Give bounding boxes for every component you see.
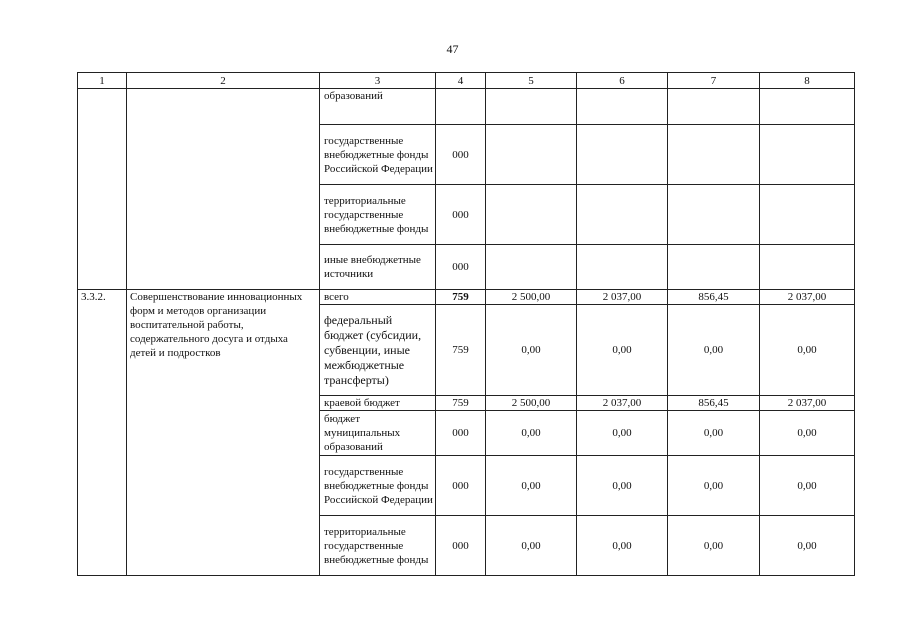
item-number: 3.3.2.: [78, 290, 127, 576]
value-cell: [668, 185, 760, 245]
source-cell: всего: [320, 290, 436, 305]
code-cell: 000: [436, 245, 486, 290]
value-cell: 856,45: [668, 290, 760, 305]
column-header-8: 8: [760, 73, 855, 89]
value-cell: 0,00: [577, 456, 668, 516]
value-cell: [668, 245, 760, 290]
value-cell: 2 037,00: [577, 290, 668, 305]
value-cell: 0,00: [486, 411, 577, 456]
value-cell: [577, 89, 668, 125]
source-cell: краевой бюджет: [320, 396, 436, 411]
code-cell: 759: [436, 396, 486, 411]
column-header-1: 1: [78, 73, 127, 89]
value-cell: 0,00: [668, 516, 760, 576]
source-cell: территориальные государственные внебюджетные фонды: [320, 516, 436, 576]
value-cell: [577, 245, 668, 290]
source-cell: бюджет муниципальных образований: [320, 411, 436, 456]
value-cell: 0,00: [760, 456, 855, 516]
value-cell: 0,00: [668, 456, 760, 516]
code-cell: 000: [436, 456, 486, 516]
item-title-cell-empty: [127, 89, 320, 290]
source-cell: государственные внебюджетные фонды Российской Федерации: [320, 456, 436, 516]
code-cell: [436, 89, 486, 125]
value-cell: 2 037,00: [760, 396, 855, 411]
value-cell: 0,00: [577, 516, 668, 576]
value-cell: 0,00: [668, 411, 760, 456]
value-cell: [486, 185, 577, 245]
item-number-cell-empty: [78, 89, 127, 290]
code-cell: 759: [436, 305, 486, 396]
value-cell: 0,00: [486, 305, 577, 396]
value-cell: 0,00: [760, 411, 855, 456]
code-cell: 759: [436, 290, 486, 305]
value-cell: [760, 245, 855, 290]
value-cell: 0,00: [577, 305, 668, 396]
value-cell: 0,00: [760, 305, 855, 396]
source-cell: иные внебюджетные источники: [320, 245, 436, 290]
value-cell: [577, 185, 668, 245]
source-cell: государственные внебюджетные фонды Российской Федерации: [320, 125, 436, 185]
item-title: Совершенствование инновационных форм и методов организации воспитательной работы, содержательного досуга и отдыха детей и подростков: [127, 290, 320, 576]
value-cell: [760, 185, 855, 245]
value-cell: 0,00: [668, 305, 760, 396]
table-row: [78, 89, 855, 125]
code-cell: 000: [436, 125, 486, 185]
value-cell: [668, 125, 760, 185]
column-header-5: 5: [486, 73, 577, 89]
page-number: 47: [446, 42, 459, 56]
value-cell: [486, 125, 577, 185]
value-cell: [486, 245, 577, 290]
column-header-6: 6: [577, 73, 668, 89]
value-cell: 2 037,00: [577, 396, 668, 411]
budget-table: [77, 72, 855, 576]
column-header-4: 4: [436, 73, 486, 89]
table-row-total: [78, 290, 855, 305]
value-cell: 856,45: [668, 396, 760, 411]
source-cell: федеральный бюджет (субсидии, субвенции, иные межбюджетные трансферты): [320, 305, 436, 396]
column-header-3: 3: [320, 73, 436, 89]
value-cell: [577, 125, 668, 185]
value-cell: 0,00: [486, 516, 577, 576]
code-cell: 000: [436, 516, 486, 576]
value-cell: [668, 89, 760, 125]
value-cell: 2 037,00: [760, 290, 855, 305]
code-cell: 000: [436, 185, 486, 245]
value-cell: [486, 89, 577, 125]
code-cell: 000: [436, 411, 486, 456]
column-header-2: 2: [127, 73, 320, 89]
column-header-7: 7: [668, 73, 760, 89]
value-cell: [760, 125, 855, 185]
value-cell: 0,00: [760, 516, 855, 576]
source-cell: образований: [320, 89, 436, 125]
header-row: [78, 73, 855, 89]
source-cell: территориальные государственные внебюджетные фонды: [320, 185, 436, 245]
value-cell: 0,00: [577, 411, 668, 456]
value-cell: 0,00: [486, 456, 577, 516]
value-cell: 2 500,00: [486, 290, 577, 305]
value-cell: [760, 89, 855, 125]
value-cell: 2 500,00: [486, 396, 577, 411]
